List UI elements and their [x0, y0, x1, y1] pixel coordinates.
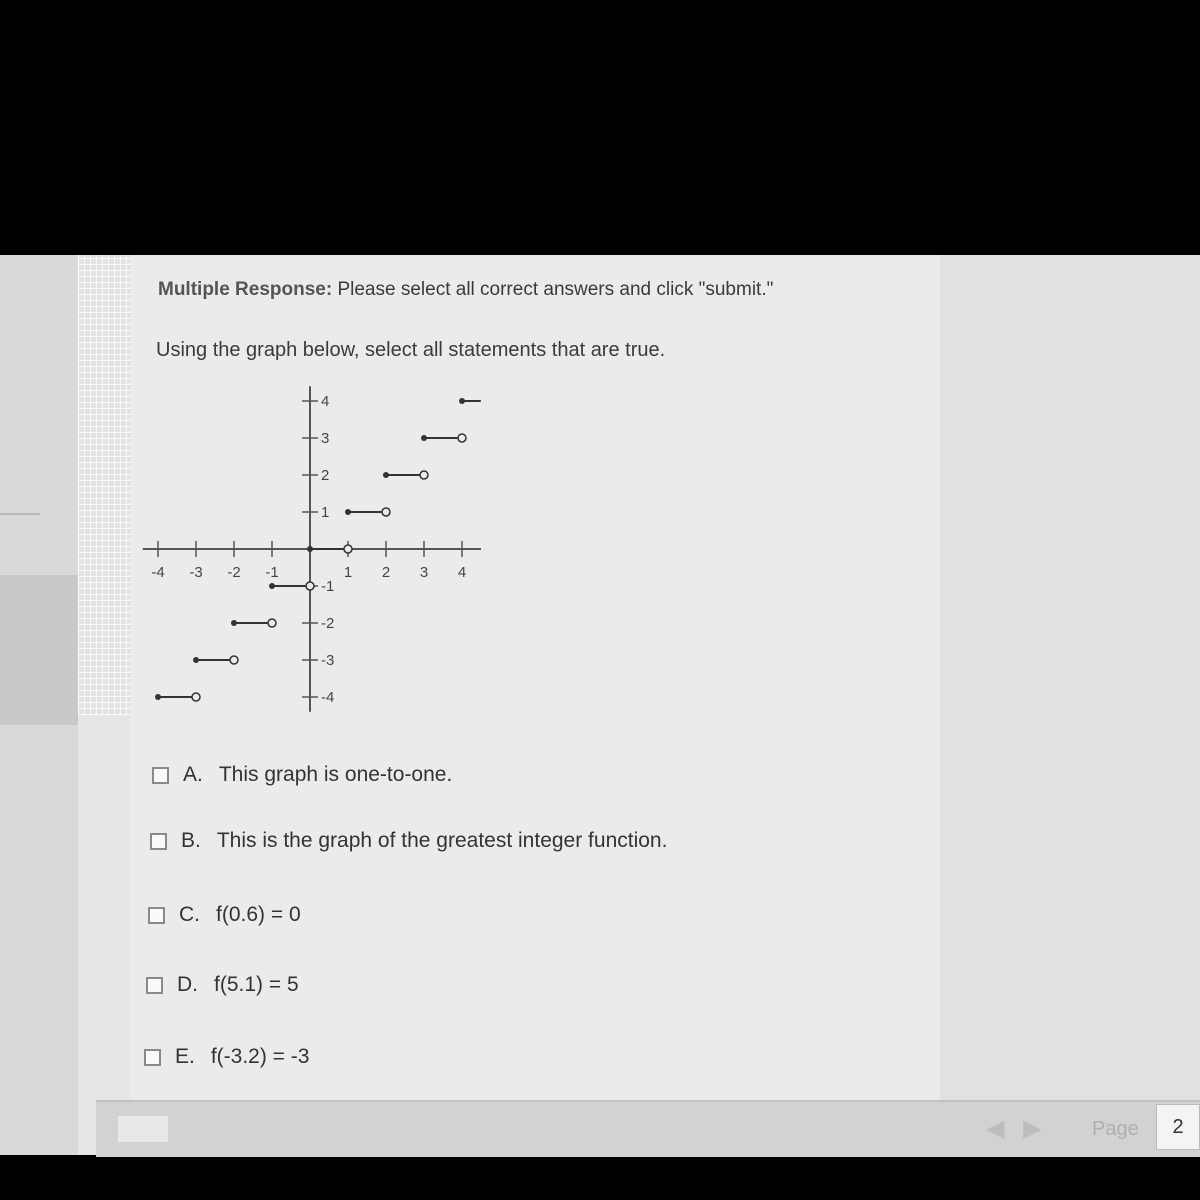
option-text: This is the graph of the greatest integer function.: [216, 829, 668, 852]
bottom-toolbar: [96, 1100, 1200, 1157]
open-endpoint: [268, 619, 276, 627]
option-b[interactable]: [150, 829, 667, 853]
y-tick-label: 2: [321, 467, 330, 484]
y-tick-label: -4: [321, 689, 335, 706]
option-letter: B.: [181, 829, 201, 852]
question-panel: [130, 255, 940, 1100]
x-tick-label: -2: [227, 564, 241, 581]
x-tick-label: 2: [381, 564, 391, 581]
option-d-checkbox[interactable]: [146, 977, 163, 994]
instructions-text: Please select all correct answers and click "submit.": [332, 279, 774, 300]
option-a-checkbox[interactable]: [152, 767, 169, 784]
y-tick-label: 1: [321, 504, 330, 521]
left-divider: [0, 513, 40, 515]
option-letter: C.: [179, 903, 200, 926]
open-endpoint: [458, 434, 466, 442]
step-function-graph: [130, 255, 940, 735]
page-nav-arrows-icon[interactable]: ◀ ▶: [986, 1115, 1048, 1142]
y-tick-label: -1: [321, 578, 335, 595]
right-area: [940, 255, 1200, 1100]
option-text: f(-3.2) = -3: [210, 1045, 310, 1068]
toolbar-button[interactable]: [118, 1116, 168, 1142]
option-letter: E.: [175, 1045, 195, 1068]
option-d[interactable]: [146, 973, 299, 997]
closed-endpoint: [193, 657, 199, 663]
open-endpoint: [344, 545, 352, 553]
x-tick-label: -3: [189, 564, 203, 581]
y-tick-label: 3: [321, 430, 330, 447]
option-letter: A.: [183, 763, 203, 786]
option-c[interactable]: [148, 903, 301, 927]
screen: [0, 255, 1200, 1155]
x-tick-label: 4: [457, 564, 467, 581]
open-endpoint: [192, 693, 200, 701]
option-text: f(0.6) = 0: [216, 903, 301, 926]
left-panel: [0, 255, 78, 1155]
instructions-heading: Multiple Response:: [158, 279, 333, 300]
option-text: This graph is one-to-one.: [218, 763, 453, 786]
page-number-field[interactable]: 2: [1156, 1104, 1200, 1150]
x-tick-label: 3: [419, 564, 429, 581]
x-tick-label: -1: [265, 564, 279, 581]
page-label: Page: [1092, 1118, 1139, 1140]
option-c-checkbox[interactable]: [148, 907, 165, 924]
y-tick-label: -2: [321, 615, 335, 632]
y-tick-label: -3: [321, 652, 335, 669]
closed-endpoint: [421, 435, 427, 441]
closed-endpoint: [383, 472, 389, 478]
closed-endpoint: [307, 546, 313, 552]
decorative-grid-strip: [78, 255, 130, 715]
option-e-checkbox[interactable]: [144, 1049, 161, 1066]
x-tick-label: -4: [151, 564, 165, 581]
option-letter: D.: [177, 973, 198, 996]
closed-endpoint: [269, 583, 275, 589]
closed-endpoint: [231, 620, 237, 626]
x-tick-label: 1: [343, 564, 353, 581]
closed-endpoint: [155, 694, 161, 700]
closed-endpoint: [345, 509, 351, 515]
left-panel-block: [0, 575, 78, 725]
closed-endpoint: [459, 398, 465, 404]
option-b-checkbox[interactable]: [150, 833, 167, 850]
open-endpoint: [382, 508, 390, 516]
question-prompt: Using the graph below, select all statements that are true.: [156, 339, 666, 361]
option-e[interactable]: [144, 1045, 309, 1069]
option-text: f(5.1) = 5: [214, 973, 299, 996]
open-endpoint: [306, 582, 314, 590]
open-endpoint: [230, 656, 238, 664]
open-endpoint: [420, 471, 428, 479]
y-tick-label: 4: [321, 393, 330, 410]
option-a[interactable]: [152, 763, 452, 787]
